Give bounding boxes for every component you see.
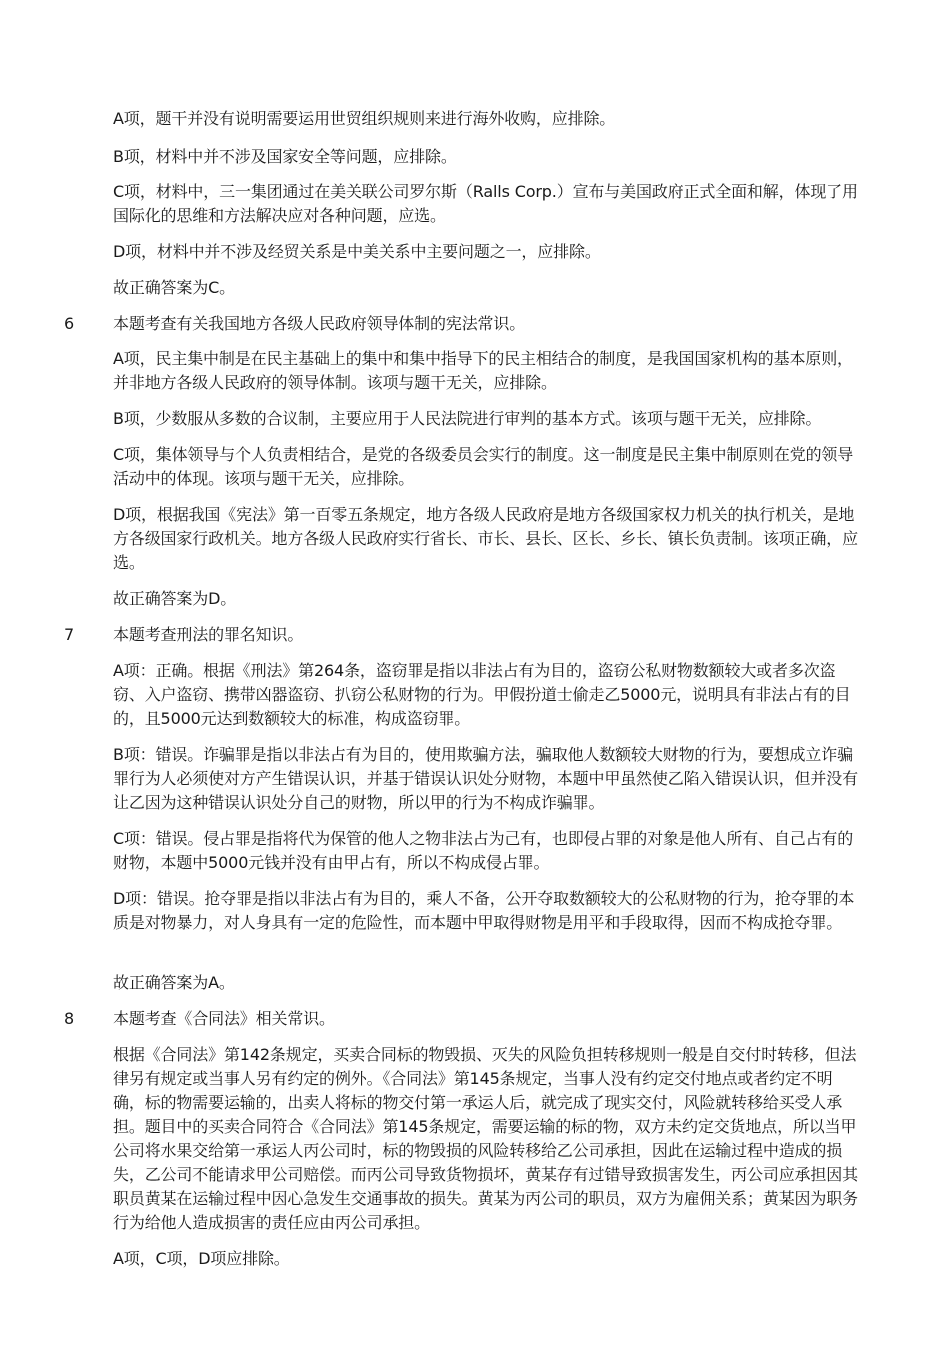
paragraph: A项：正确。根据《刑法》第264条，盗窃罪是指以非法占有为目的，盗窃公私财物数额较大或者多次盗窃、入户盗窃、携带凶器盗窃、扒窃公私财物的行为。甲假扮道士偷走乙5000元，说明具有非法占有的目的，且5000元达到数额较大的标准，构成盗窃罪。 [113, 661, 851, 728]
paragraph: A项，C项，D项应排除。 [113, 1249, 290, 1268]
paragraph: 根据《合同法》第142条规定，买卖合同标的物毁损、灭失的风险负担转移规则一般是自交付时转移，但法律另有规定或当事人另有约定的例外。《合同法》第145条规定，当事人没有约定交付地点或者约定不明确，标的物需要运输的，出卖人将标的物交付第一承运人后，就完成了现实交付，风险就转移给买受人承担。题目中的买卖合同符合《合同法》第145条规定，需要运输的标的物，双方未约定交货地点，所以当甲公司将水果交给第一承运人丙公司时，标的物毁损的风险转移给乙公司承担，因此在运输过程中造成的损失，乙公司不能请求甲公司赔偿。而丙公司导致货物损坏，黄某存有过错导致损害发生，丙公司应承担因其职员黄某在运输过程中因心急发生交通事故的损失。黄某为丙公司的职员，双方为雇佣关系；黄某因为职务行为给他人造成损害的责任应由丙公司承担。 [113, 1045, 858, 1232]
paragraph: 故正确答案为C。 [113, 278, 235, 297]
paragraph: B项，材料中并不涉及国家安全等问题，应排除。 [113, 147, 457, 166]
paragraph: C项，材料中，三一集团通过在美关联公司罗尔斯（Ralls Corp.）宣布与美国政府正式全面和解，体现了用国际化的思维和方法解决应对各种问题，应选。 [113, 182, 858, 225]
question-heading: 本题考查《合同法》相关常识。 [113, 1009, 335, 1028]
question-number: 6 [64, 314, 75, 333]
paragraph: A项，题干并没有说明需要运用世贸组织规则来进行海外收购，应排除。 [113, 109, 616, 128]
question-heading: 本题考查刑法的罪名知识。 [113, 625, 304, 644]
paragraph: D项：错误。抢夺罪是指以非法占有为目的，乘人不备，公开夺取数额较大的公私财物的行为，抢夺罪的本质是对物暴力，对人身具有一定的危险性，而本题中甲取得财物是用平和手段取得，因而不构成抢夺罪。 [113, 889, 855, 932]
question-number: 8 [64, 1009, 75, 1028]
paragraph: D项，材料中并不涉及经贸关系是中美关系中主要问题之一，应排除。 [113, 242, 601, 261]
paragraph: C项：错误。侵占罪是指将代为保管的他人之物非法占为己有，也即侵占罪的对象是他人所有、自己占有的财物，本题中5000元钱并没有由甲占有，所以不构成侵占罪。 [113, 829, 854, 872]
paragraph: 故正确答案为D。 [113, 589, 237, 608]
paragraph: A项，民主集中制是在民主基础上的集中和集中指导下的民主相结合的制度，是我国国家机构的基本原则，并非地方各级人民政府的领导体制。该项与题干无关，应排除。 [113, 349, 853, 392]
paragraph: B项：错误。诈骗罪是指以非法占有为目的，使用欺骗方法，骗取他人数额较大财物的行为，要想成立诈骗罪行为人必须使对方产生错误认识，并基于错误认识处分财物，本题中甲虽然使乙陷入错误认识，但并没有让乙因为这种错误认识处分自己的财物，所以甲的行为不构成诈骗罪。 [113, 745, 858, 812]
paragraph: B项，少数服从多数的合议制，主要应用于人民法院进行审判的基本方式。该项与题干无关，应排除。 [113, 409, 822, 428]
question-number: 7 [64, 625, 75, 644]
paragraph: 故正确答案为A。 [113, 973, 235, 992]
paragraph: D项，根据我国《宪法》第一百零五条规定，地方各级人民政府是地方各级国家权力机关的执行机关，是地方各级国家行政机关。地方各级人民政府实行省长、市长、县长、区长、乡长、镇长负责制。该项正确，应选。 [113, 505, 858, 572]
question-heading: 本题考查有关我国地方各级人民政府领导体制的宪法常识。 [113, 314, 526, 333]
paragraph: C项，集体领导与个人负责相结合，是党的各级委员会实行的制度。这一制度是民主集中制原则在党的领导活动中的体现。该项与题干无关，应排除。 [113, 445, 854, 488]
